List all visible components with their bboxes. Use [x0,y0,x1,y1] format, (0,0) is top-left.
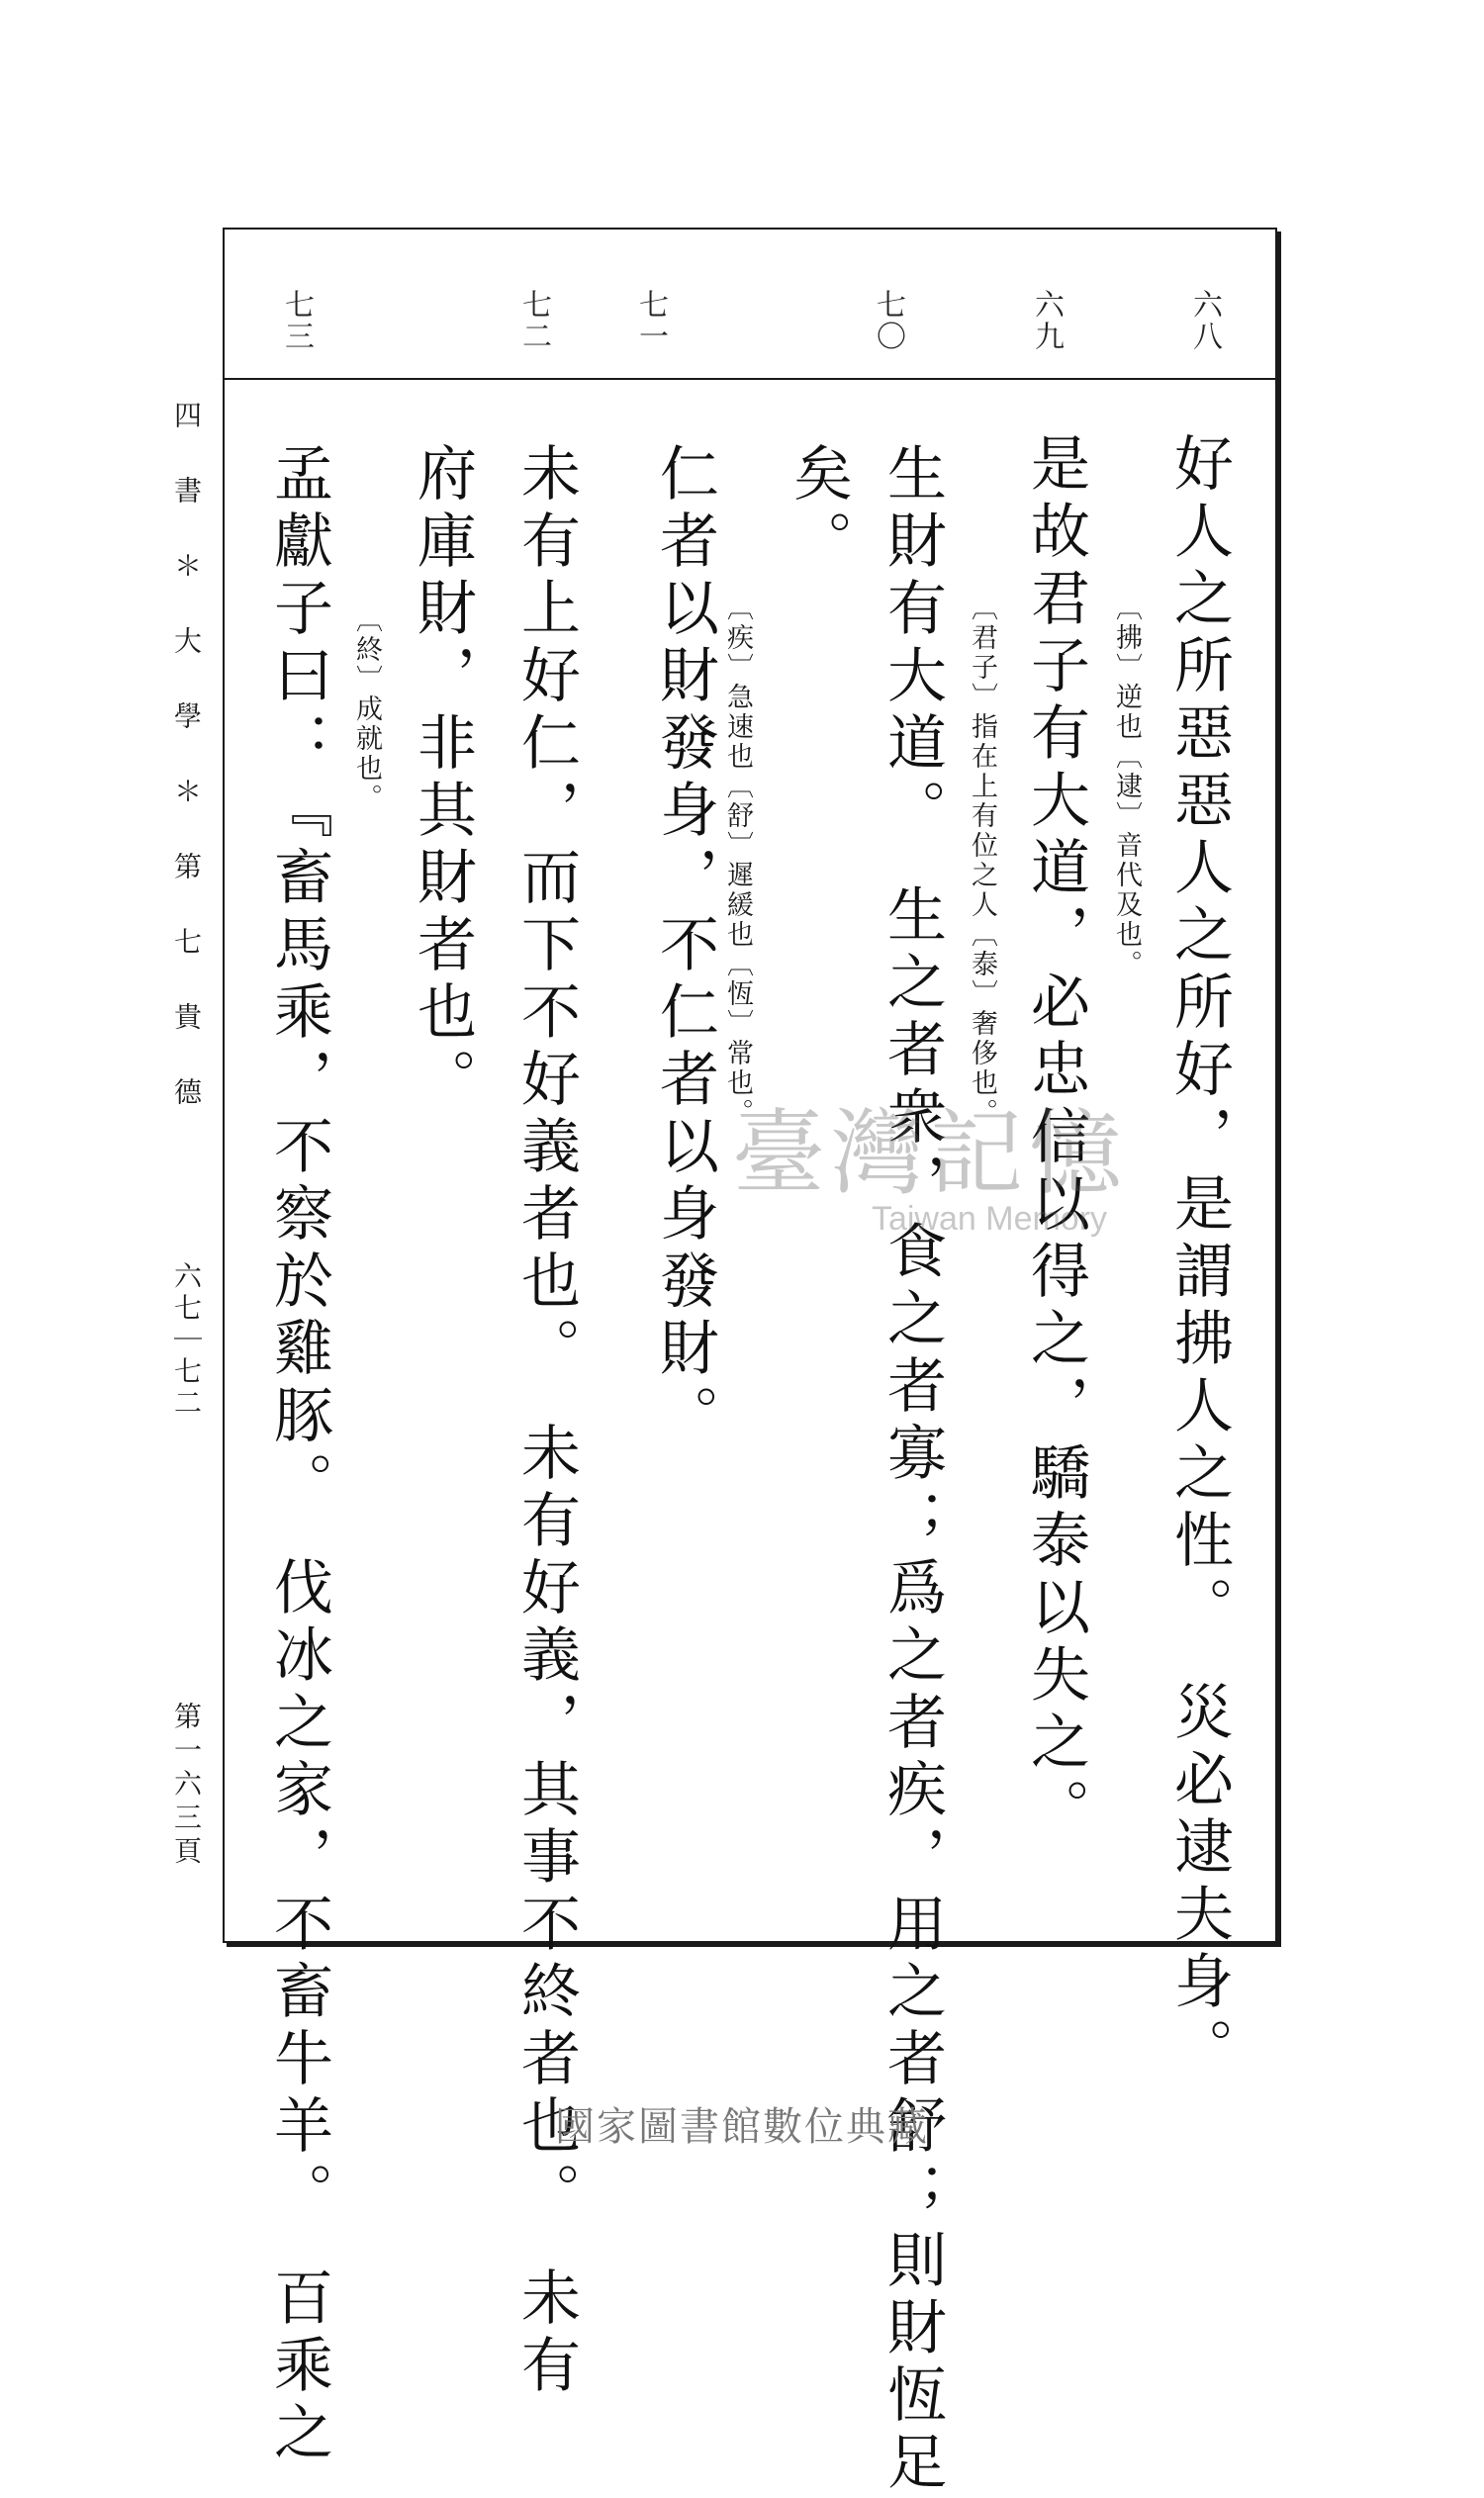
text-column-1: 好人之所惡惡人之所好，是謂拂人之性。 災必逮夫身。 [1164,432,1234,2084]
text-column-6: 未有上好仁，而下不好義者也。 未有好義，其事不終者也。 未有 [511,442,581,2401]
line-number-72: 七二 [516,289,551,352]
text-column-7: 府庫財，非其財者也。 [408,442,477,1115]
text-column-8: 孟獻子曰：『畜馬乘，不察於雞豚。 伐冰之家，不畜牛羊。 百乘之 [264,442,333,2468]
watermark-cjk: 臺灣記憶 [732,1100,1129,1208]
line-range: 六七｜七二 [170,1261,203,1420]
line-number-68: 六八 [1187,289,1222,352]
annotation-column-8: 〔終〕成就也。 [351,605,382,813]
line-number-70: 七〇 [871,289,905,352]
running-title: 四 書 ＊ 大 學 ＊ 第 七 貴 德 [170,401,203,1115]
watermark-en: Taiwan Memory [871,1200,1108,1238]
annotation-column-5: 〔疾〕急速也〔舒〕遲緩也〔恆〕常也。 [722,594,753,1128]
page-number: 第一六三頁 [170,1702,203,1870]
annotation-column-1: 〔拂〕逆也〔逮〕音代及也。 [1111,594,1142,979]
text-column-4: 矣。 [784,442,853,577]
annotation-column-2: 〔君子〕指在上有位之人〔泰〕奢侈也。 [967,594,997,1128]
line-number-strip [225,230,1275,380]
watermark [732,1078,1128,1239]
line-number-69: 六九 [1029,289,1064,352]
footer-credit: 國家圖書館數位典藏 [555,2105,929,2149]
line-number-73: 七三 [279,289,314,352]
line-number-71: 七一 [633,289,668,352]
text-column-5: 仁者以財發身，不仁者以身發財。 [650,442,719,1451]
text-column-2: 是故君子有大道，必忠信以得之，驕泰以失之。 [1021,432,1090,1845]
text-column-3: 生財有大道。 生之者衆，食之者寡；爲之者疾，用之者舒；則財恆足 [878,442,947,2498]
